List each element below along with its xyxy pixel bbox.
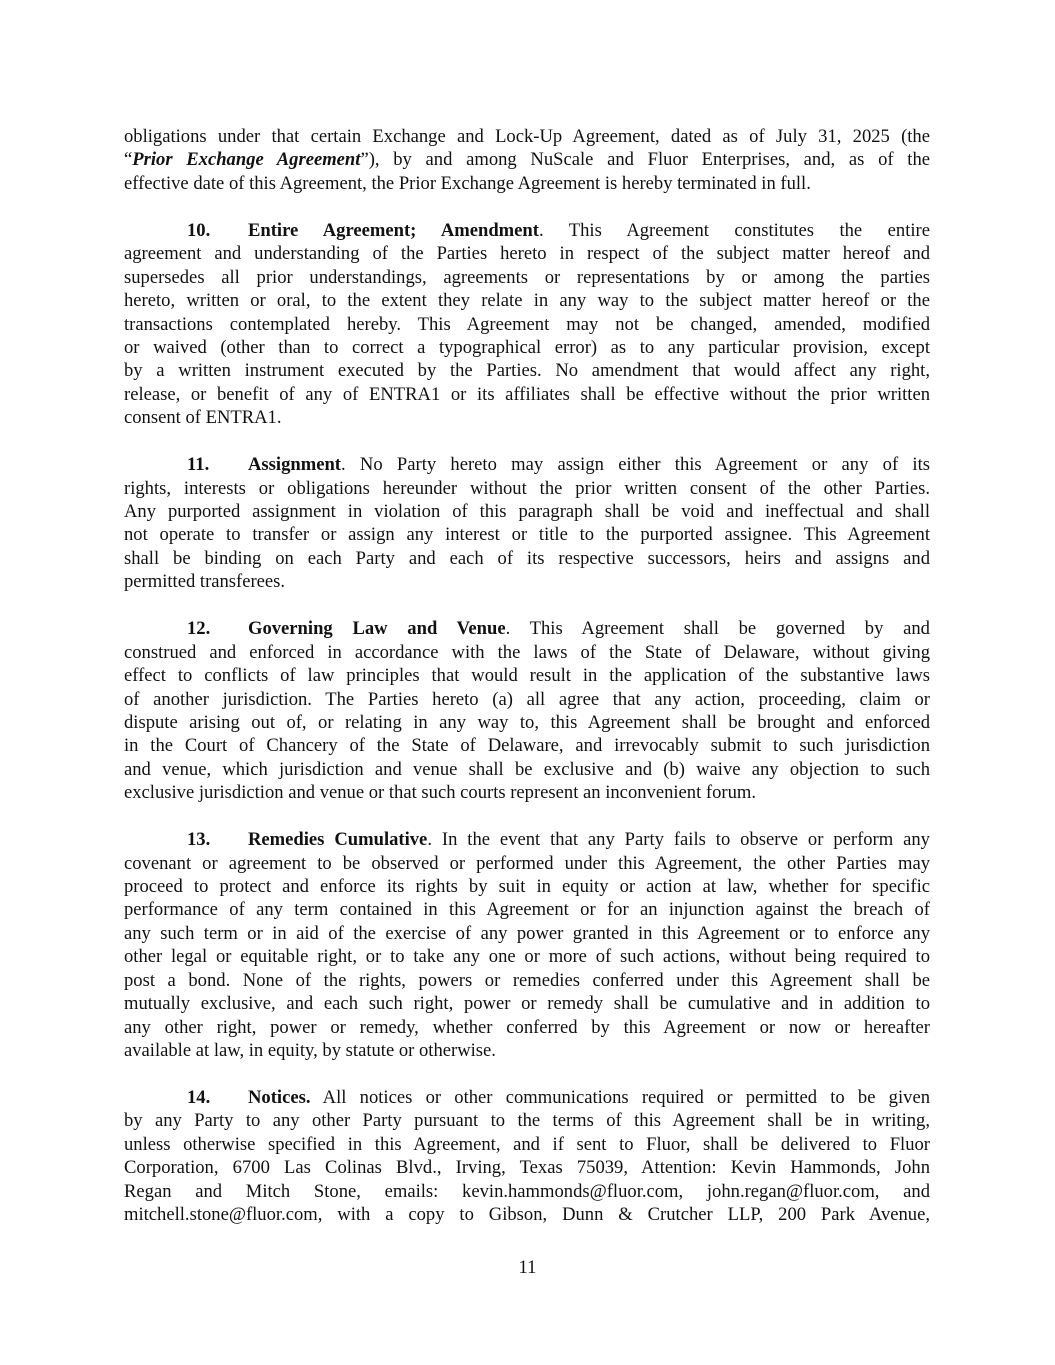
text-line: dispute arising out of, or relating in any way to, this Agreement shall be brought and enforced: [124, 711, 930, 733]
section-first-line: [124, 453, 930, 476]
section-number: 11.: [187, 454, 210, 476]
text-line: any such term or in aid of the exercise of any power granted in this Agreement or to enforce any: [124, 922, 930, 944]
text-line: construed and enforced in accordance with the laws of the State of Delaware, without giving: [124, 641, 930, 663]
text-segment: All notices or other communications required or permitted to be given: [310, 1086, 930, 1108]
text-segment: . This Agreement shall be governed by and: [505, 618, 930, 640]
text-segment: ”), by and among NuScale and Fluor Enterprises, and, as of the: [360, 149, 930, 171]
text-line: [124, 148, 930, 171]
section-10: [124, 219, 930, 430]
text-line: or waived (other than to correct a typographical error) as to any particular provision, except: [124, 336, 930, 358]
text-line: consent of ENTRA1.: [124, 407, 282, 429]
text-line: proceed to protect and enforce its rights by suit in equity or action at law, whether for specific: [124, 876, 930, 897]
text-line: effect to conflicts of law principles that would result in the application of the substantive laws: [124, 665, 930, 687]
text-line: transactions contemplated hereby. This Agreement may not be changed, amended, modified: [124, 313, 930, 335]
text-line: obligations under that certain Exchange and Lock-Up Agreement, dated as of July 31, 2025 (the: [124, 126, 930, 147]
text-line: rights, interests or obligations hereunder without the prior written consent of the other Parties.: [124, 477, 930, 499]
section-number: 13.: [187, 829, 211, 851]
document-body: [124, 125, 930, 1250]
section-first-line: [124, 617, 930, 640]
text-line: hereto, written or oral, to the extent they relate in any way to the subject matter hereof or the: [124, 290, 930, 312]
text-line: mutually exclusive, and each such right, power or remedy shall be cumulative and in addition to: [124, 993, 930, 1015]
section-number: 12.: [187, 618, 211, 640]
section-14: [124, 1086, 930, 1227]
section-first-line: [124, 1086, 930, 1109]
text-line: agreement and understanding of the Parties hereto in respect of the subject matter hereof and: [124, 243, 930, 265]
text-line: mitchell.stone@fluor.com, with a copy to Gibson, Dunn & Crutcher LLP, 200 Park Avenue,: [124, 1204, 930, 1226]
sections: [124, 219, 930, 1227]
text-line: by any Party to any other Party pursuant to the terms of this Agreement shall be in writing,: [124, 1110, 930, 1132]
text-line: Corporation, 6700 Las Colinas Blvd., Irving, Texas 75039, Attention: Kevin Hammonds, John: [124, 1157, 930, 1179]
section-first-line: [124, 828, 930, 851]
text-line: by a written instrument executed by the Parties. No amendment that would affect any right,: [124, 360, 930, 382]
page-number: 11: [518, 1257, 537, 1278]
text-line: release, or benefit of any of ENTRA1 or its affiliates shall be effective without the prior written: [124, 383, 930, 405]
text-line: Any purported assignment in violation of this paragraph shall be void and ineffectual and shall: [124, 501, 930, 522]
text-line: covenant or agreement to be observed or performed under this Agreement, the other Parties may: [124, 852, 930, 874]
text-line: performance of any term contained in this Agreement or for an injunction against the breach of: [124, 899, 930, 921]
section-title: Remedies Cumulative: [248, 829, 428, 851]
intro-paragraph: [124, 125, 930, 195]
section-title: Entire Agreement; Amendment: [248, 219, 539, 241]
text-line: supersedes all prior understandings, agreements or representations by or among the parties: [124, 266, 930, 288]
section-13: [124, 828, 930, 1062]
section-title: Notices.: [248, 1086, 311, 1108]
text-segment: . This Agreement constitutes the entire: [538, 219, 930, 241]
text-line: and venue, which jurisdiction and venue shall be exclusive and (b) waive any objection to such: [124, 758, 930, 780]
text-line: shall be binding on each Party and each of its respective successors, heirs and assigns and: [124, 547, 930, 569]
text-line: not operate to transfer or assign any interest or title to the purported assignee. This Agreement: [124, 524, 930, 546]
section-12: [124, 617, 930, 805]
section-title: Assignment: [248, 454, 341, 476]
text-line: permitted transferees.: [124, 571, 286, 593]
text-line: other legal or equitable right, or to take any one or more of such actions, without being required to: [124, 946, 930, 968]
text-line: available at law, in equity, by statute or otherwise.: [124, 1040, 496, 1062]
section-11: [124, 453, 930, 594]
defined-term: Prior Exchange Agreement: [132, 149, 361, 171]
text-segment: . No Party hereto may assign either this Agreement or any of its: [340, 454, 930, 476]
text-line: in the Court of Chancery of the State of Delaware, and irrevocably submit to such jurisdiction: [124, 735, 930, 757]
text-line: exclusive jurisdiction and venue or that such courts represent an inconvenient forum.: [124, 782, 756, 804]
open-quote: “: [124, 149, 133, 171]
text-line: effective date of this Agreement, the Prior Exchange Agreement is hereby terminated in full.: [124, 172, 811, 194]
text-segment: . In the event that any Party fails to observe or perform any: [427, 829, 930, 851]
section-first-line: [124, 219, 930, 242]
section-number: 10.: [187, 219, 211, 241]
text-line: unless otherwise specified in this Agreement, and if sent to Fluor, shall be delivered to Fluor: [124, 1133, 930, 1155]
section-title: Governing Law and Venue: [248, 618, 506, 640]
text-line: Regan and Mitch Stone, emails: kevin.hammonds@fluor.com, john.regan@fluor.com, and: [124, 1180, 930, 1202]
text-line: post a bond. None of the rights, powers or remedies conferred under this Agreement shall be: [124, 969, 930, 991]
text-line: any other right, power or remedy, whether conferred by this Agreement or now or hereafter: [124, 1016, 930, 1038]
section-number: 14.: [187, 1086, 211, 1108]
text-line: of another jurisdiction. The Parties hereto (a) all agree that any action, proceeding, claim or: [124, 688, 930, 710]
